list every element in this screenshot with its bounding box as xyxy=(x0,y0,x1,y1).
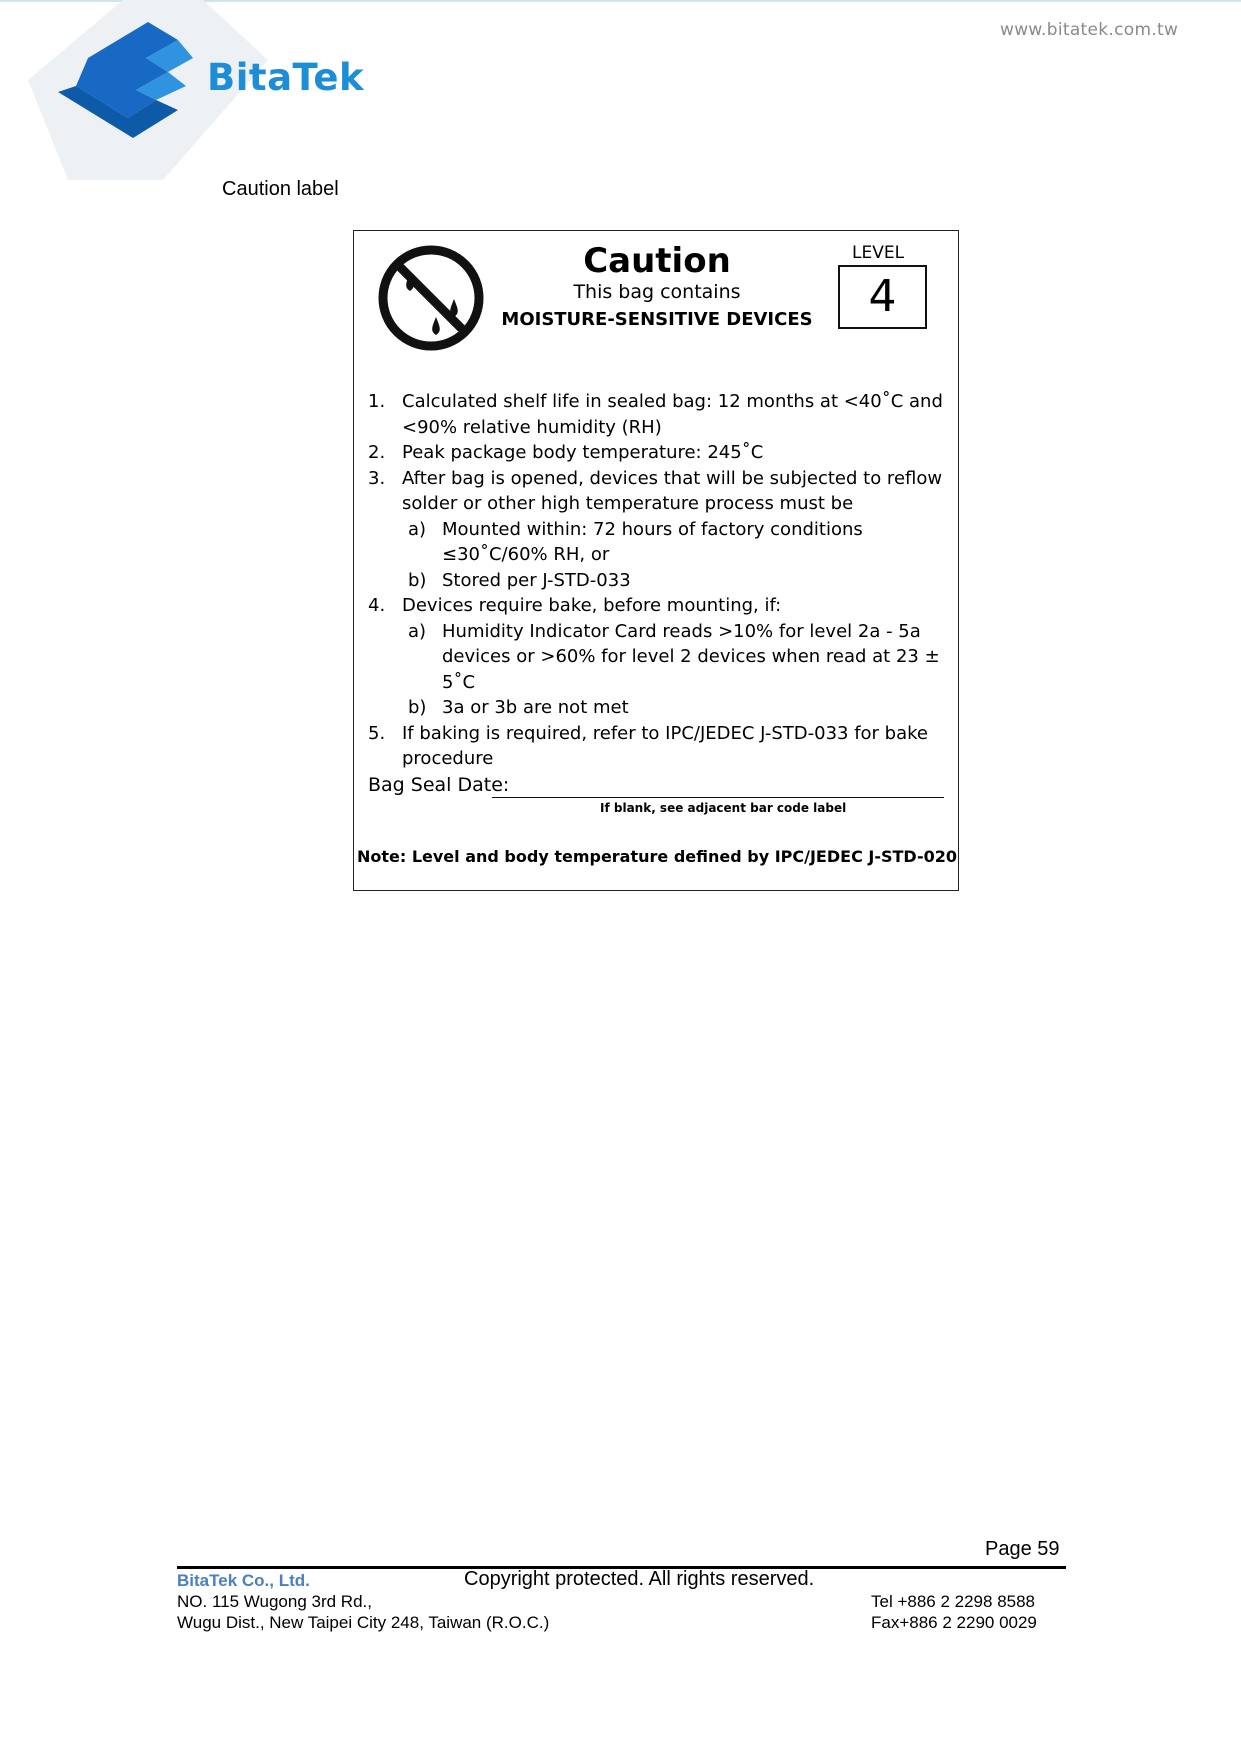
copyright-notice: Copyright protected. All rights reserved. xyxy=(464,1568,815,1590)
caution-devices: MOISTURE-SENSITIVE DEVICES xyxy=(501,309,813,330)
address-line-2: Wugu Dist., New Taipei City 248, Taiwan (R.O.C.) xyxy=(177,1613,550,1632)
level-value: 4 xyxy=(838,265,927,329)
brand-name: BitaTek xyxy=(207,56,365,99)
page-number: Page 59 xyxy=(985,1538,1060,1560)
list-item: 3. After bag is opened, devices that will be subjected to reflow solder or other high temperature process must be a) Mounted within: 72 hours of factory conditions ≤30˚C/60% RH, or b) Stored per J-STD-033 xyxy=(368,466,953,594)
company-name: BitaTek Co., Ltd. xyxy=(177,1571,310,1590)
bag-seal-date-label: Bag Seal Date: xyxy=(368,774,510,796)
instruction-list xyxy=(368,389,953,772)
sub-list-item: b) 3a or 3b are not met xyxy=(408,697,629,718)
sub-list-item: b) Stored per J-STD-033 xyxy=(408,569,631,591)
seal-date-line xyxy=(492,797,944,798)
sub-list-item: a) Humidity Indicator Card reads >10% for level 2a - 5a devices or >60% for level 2 devices when read at 23 ± 5˚C xyxy=(408,620,940,693)
sub-list-item: a) Mounted within: 72 hours of factory conditions ≤30˚C/60% RH, or xyxy=(408,518,863,565)
caution-title: Caution xyxy=(583,241,731,281)
label-note: Note: Level and body temperature defined by IPC/JEDEC J-STD-020 xyxy=(356,847,958,866)
caution-label xyxy=(353,230,959,891)
list-item: 4. Devices require bake, before mounting, if: a) Humidity Indicator Card reads >10% for level 2a - 5a devices or >60% for level 2 devices when read at 23 ± 5˚C b) 3a or 3b are not met xyxy=(368,593,953,721)
level-label: LEVEL xyxy=(852,243,905,263)
figure-caption: Caution label xyxy=(222,178,339,200)
list-item: 2. Peak package body temperature: 245˚C xyxy=(368,442,764,463)
fax: Fax+886 2 2290 0029 xyxy=(871,1613,1037,1632)
website-url: www.bitatek.com.tw xyxy=(1000,20,1179,40)
address-line-1: NO. 115 Wugong 3rd Rd., xyxy=(177,1592,372,1611)
list-item: 5. If baking is required, refer to IPC/JEDEC J-STD-033 for bake procedure xyxy=(368,722,928,769)
seal-date-note: If blank, see adjacent bar code label xyxy=(600,801,847,815)
caution-subtitle: This bag contains xyxy=(573,281,741,303)
list-item: 1. Calculated shelf life in sealed bag: 12 months at <40˚C and <90% relative humidity (RH) xyxy=(368,391,943,438)
telephone: Tel +886 2 2298 8588 xyxy=(871,1592,1036,1611)
